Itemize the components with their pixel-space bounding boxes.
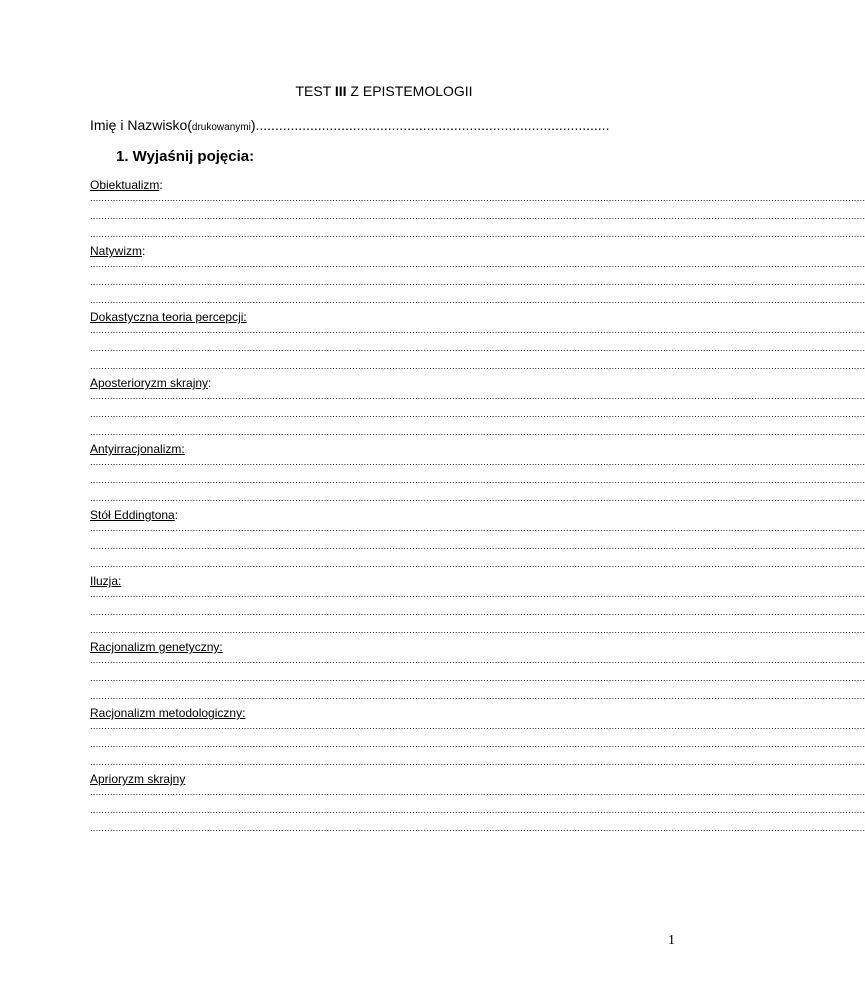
answer-line[interactable]: ................................................................................................................................................................................................................................................................................ xyxy=(90,229,865,239)
term-label xyxy=(90,310,247,324)
answer-line[interactable]: ................................................................................................................................................................................................................................................................................ xyxy=(90,721,865,731)
answer-line[interactable]: ................................................................................................................................................................................................................................................................................ xyxy=(90,805,865,815)
answer-line[interactable]: ................................................................................................................................................................................................................................................................................ xyxy=(90,343,865,353)
answer-line[interactable]: ................................................................................................................................................................................................................................................................................ xyxy=(90,523,865,533)
term-label-suffix: : xyxy=(142,244,146,258)
name-label-close: ) xyxy=(250,117,256,133)
term-label xyxy=(90,376,211,390)
title-suffix: Z EPISTEMOLOGII xyxy=(346,83,473,99)
answer-line[interactable]: ................................................................................................................................................................................................................................................................................ xyxy=(90,427,865,437)
term-label-text: Racjonalizm metodologiczny: xyxy=(90,706,246,720)
term-label xyxy=(90,508,178,522)
answer-line[interactable]: ................................................................................................................................................................................................................................................................................ xyxy=(90,277,865,287)
answer-line[interactable]: ................................................................................................................................................................................................................................................................................ xyxy=(90,739,865,749)
term-label xyxy=(90,640,223,654)
answer-line[interactable]: ................................................................................................................................................................................................................................................................................ xyxy=(90,625,865,635)
term-label-text: Obiektualizm xyxy=(90,178,160,192)
answer-line[interactable]: ................................................................................................................................................................................................................................................................................ xyxy=(90,361,865,371)
term-label-text: Racjonalizm genetyczny: xyxy=(90,640,223,654)
page-number: 1 xyxy=(668,933,675,948)
answer-line[interactable]: ................................................................................................................................................................................................................................................................................ xyxy=(90,673,865,683)
answer-line[interactable]: ................................................................................................................................................................................................................................................................................ xyxy=(90,607,865,617)
term-label xyxy=(90,574,121,588)
name-field-line[interactable] xyxy=(90,117,690,133)
term-label-text: Aposterioryzm skrajny xyxy=(90,376,209,390)
term-label xyxy=(90,772,185,786)
term-label-text: Stół Eddingtona xyxy=(90,508,175,522)
answer-line[interactable]: ................................................................................................................................................................................................................................................................................ xyxy=(90,559,865,569)
answer-line[interactable]: ................................................................................................................................................................................................................................................................................ xyxy=(90,391,865,401)
answer-line[interactable]: ................................................................................................................................................................................................................................................................................ xyxy=(90,457,865,467)
answer-line[interactable]: ................................................................................................................................................................................................................................................................................ xyxy=(90,493,865,503)
title-roman-numeral: III xyxy=(334,83,347,99)
answer-line[interactable]: ................................................................................................................................................................................................................................................................................ xyxy=(90,409,865,419)
answer-line[interactable]: ................................................................................................................................................................................................................................................................................ xyxy=(90,211,865,221)
answer-line[interactable]: ................................................................................................................................................................................................................................................................................ xyxy=(90,541,865,551)
term-label-suffix: : xyxy=(208,376,212,390)
term-label-text: Aprioryzm skrajny xyxy=(90,772,186,786)
answer-line[interactable]: ................................................................................................................................................................................................................................................................................ xyxy=(90,757,865,767)
answer-line[interactable]: ................................................................................................................................................................................................................................................................................ xyxy=(90,691,865,701)
title-prefix: TEST xyxy=(295,83,335,99)
term-label-text: Iluzja: xyxy=(90,574,122,588)
term-label xyxy=(90,706,245,720)
term-label xyxy=(90,244,145,258)
name-label: Imię i Nazwisko( xyxy=(90,117,192,133)
answer-line[interactable]: ................................................................................................................................................................................................................................................................................ xyxy=(90,295,865,305)
question-heading: 1. Wyjaśnij pojęcia: xyxy=(116,148,255,165)
term-label xyxy=(90,442,185,456)
term-label-suffix: : xyxy=(174,508,179,522)
name-dots: ........................................................................................... xyxy=(255,117,610,133)
answer-line[interactable]: ................................................................................................................................................................................................................................................................................ xyxy=(90,589,865,599)
answer-line[interactable]: ................................................................................................................................................................................................................................................................................ xyxy=(90,193,865,203)
term-label-text: Antyirracjonalizm: xyxy=(90,442,185,456)
answer-line[interactable]: ................................................................................................................................................................................................................................................................................ xyxy=(90,655,865,665)
answer-line[interactable]: ................................................................................................................................................................................................................................................................................ xyxy=(90,475,865,485)
term-label xyxy=(90,178,163,192)
test-title xyxy=(0,83,768,99)
term-label-text: Natywizm xyxy=(90,244,143,258)
term-label-suffix: : xyxy=(159,178,163,192)
answer-line[interactable]: ................................................................................................................................................................................................................................................................................ xyxy=(90,259,865,269)
term-label-text: Dokastyczna teoria percepcji: xyxy=(90,310,247,324)
answer-line[interactable]: ................................................................................................................................................................................................................................................................................ xyxy=(90,325,865,335)
answer-line[interactable]: ................................................................................................................................................................................................................................................................................ xyxy=(90,823,865,833)
name-hint: drukowanymi xyxy=(191,122,251,133)
answer-line[interactable]: ................................................................................................................................................................................................................................................................................ xyxy=(90,787,865,797)
